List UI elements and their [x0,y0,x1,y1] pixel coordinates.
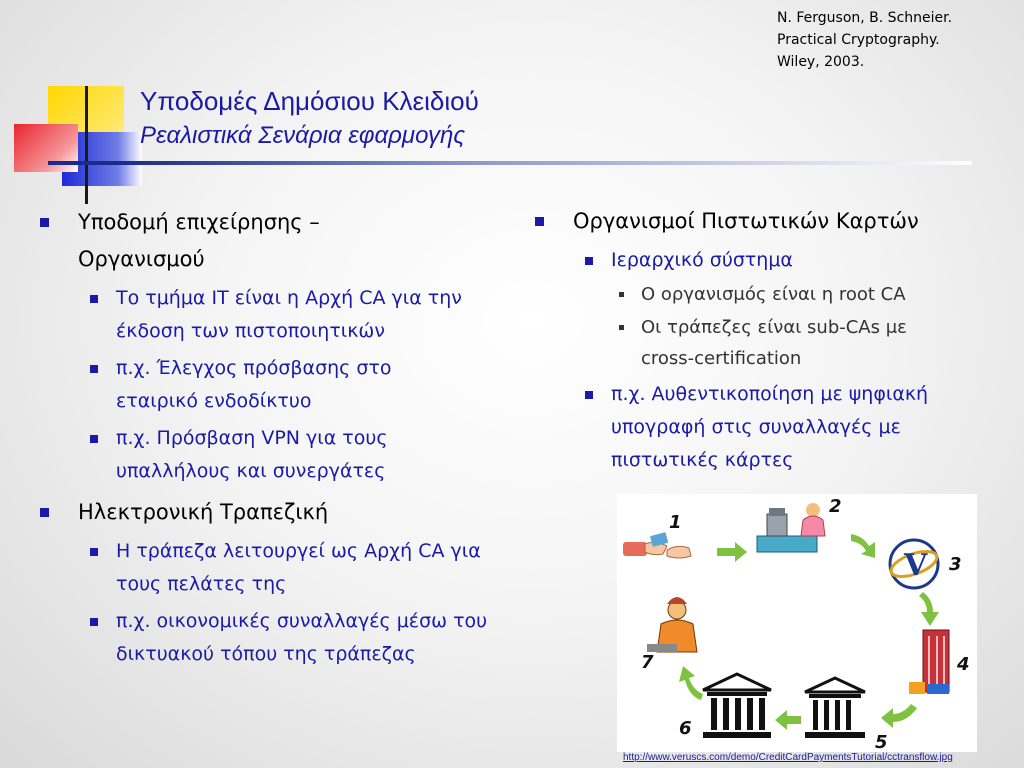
sub-bullet-text: π.χ. Πρόσβαση VPN για τους υπαλλήλους και συνεργάτες [116,427,388,482]
step-number: 5 [875,732,888,752]
cashier-register-icon [757,503,825,552]
sub-bullet-text: Ιεραρχικό σύστημα [611,249,793,271]
step-number: 4 [957,654,970,675]
sub-bullet-text: π.χ. οικονομικές συναλλαγές μέσω του δικτυακού τόπου της τράπεζας [116,610,488,665]
sub-bullet [78,535,510,601]
sub-bullet [78,352,510,418]
bank-tower-icon [909,630,949,694]
arrow-down-icon [919,592,939,626]
bullet-text: Ηλεκτρονική Τραπεζική [78,500,329,524]
step-number: 6 [679,718,692,739]
citation [777,7,952,73]
bank-building-icon [703,674,771,738]
step-number: 3 [949,554,962,575]
sub-sub-bullet [611,279,995,310]
sub-bullet-text: π.χ. Έλεγχος πρόσβασης στο εταιρικό ενδοδίκτυο [116,357,392,412]
logo-letter: V [904,548,928,583]
verisign-logo-icon [888,540,940,588]
figure-source-link[interactable]: http://www.veruscs.com/demo/CreditCardPaymentsTutorial/cctransflow.jpg [623,752,953,763]
title-underline [48,161,972,165]
citation-publisher: Wiley, 2003. [777,54,865,70]
arrow-curved-icon [679,666,703,700]
transaction-flow-figure [617,494,977,752]
sub-sub-bullet-text: Οι τράπεζες είναι sub-CAs με cross-certification [641,317,907,369]
sub-bullet-text: π.χ. Αυθεντικοποίηση με ψηφιακή υπογραφή στις συναλλαγές με πιστωτικές κάρτες [611,383,929,471]
sub-sub-bullet [611,312,995,374]
arrow-right-icon [717,542,747,562]
sub-bullet-text: Η τράπεζα λειτουργεί ως Αρχή CA για τους πελάτες της [116,540,481,595]
citation-authors: N. Ferguson, B. Schneier. [777,10,953,26]
step-number: 1 [669,512,682,533]
sub-sub-bullet-text: Ο οργανισμός είναι η root CA [641,284,906,305]
corner-decoration [0,0,160,210]
slide-subtitle: Ρεαλιστικά Σενάρια εφαρμογής [140,122,465,149]
step-number: 2 [829,496,842,517]
arrow-curved-icon [881,704,917,728]
sub-bullet-authentication [573,378,995,477]
bullet-text: Οργανισμοί Πιστωτικών Καρτών [573,209,919,233]
bullet-credit-card-orgs [535,203,995,477]
sub-bullet-hierarchy [573,244,995,374]
bullet-text: Υποδομή επιχείρησης – Οργανισμού [78,210,320,271]
right-column [535,203,995,477]
customer-person-icon [647,597,697,652]
arrow-left-icon [775,710,801,730]
slide-title: Υποδομές Δημόσιου Κλειδιού [140,86,479,116]
flow-diagram [617,494,977,752]
sub-bullet [78,605,510,671]
citation-book-title: Practical Cryptography. [777,32,940,48]
left-column [40,204,510,671]
step-number: 7 [641,652,654,673]
sub-bullet-text: Το τμήμα IT είναι η Αρχή CA για την έκδοση των πιστοποιητικών [116,287,462,342]
sub-bullet [78,282,510,348]
bullet-ebanking [40,494,510,671]
sub-bullet [78,422,510,488]
bank-building-icon [805,678,865,738]
hands-card-icon [623,532,691,558]
arrow-curved-icon [851,534,875,558]
bullet-enterprise [40,204,510,488]
